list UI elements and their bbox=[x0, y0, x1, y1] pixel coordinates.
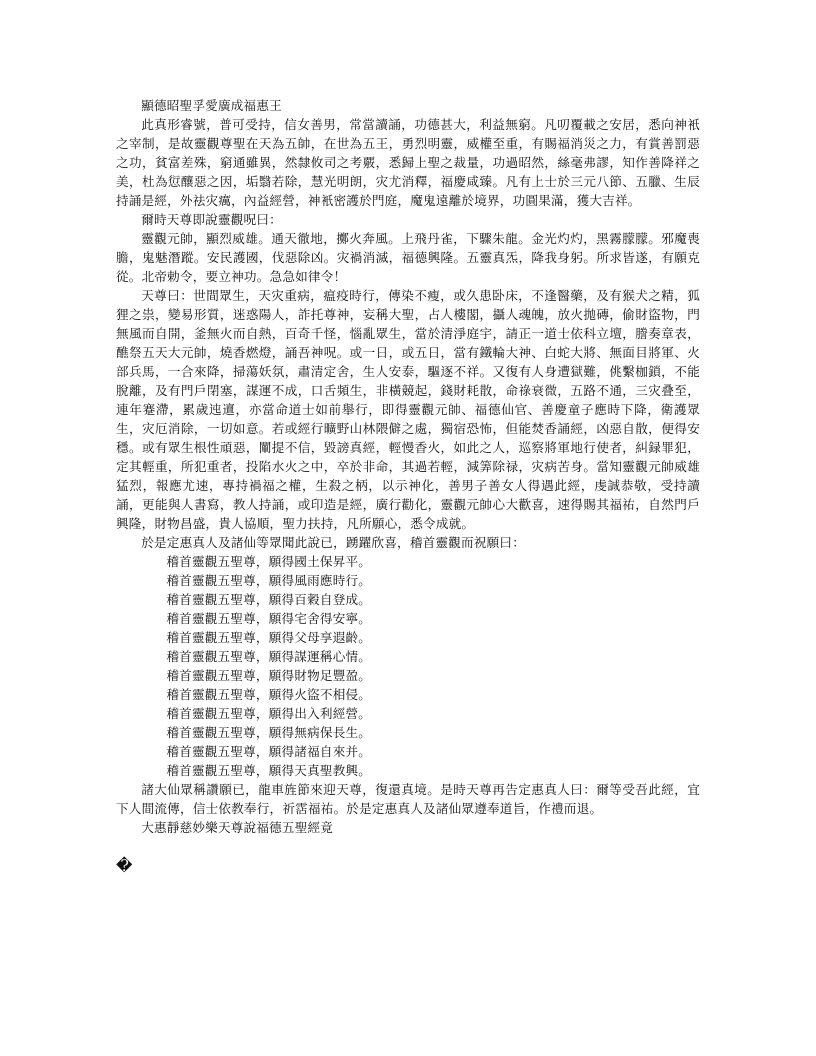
vow-line: 稽首靈觀五聖尊，願得諸福自來并。 bbox=[166, 744, 372, 759]
paragraph-vow-intro: 於是定惠真人及諸仙等眾聞此說已，踴躍欣喜，稽首靈觀而祝願曰： bbox=[141, 535, 525, 550]
paragraph-incantation-intro: 爾時天尊即說靈觀呪曰： bbox=[141, 212, 282, 227]
vow-line: 稽首靈觀五聖尊，願得宅舍得安寧。 bbox=[166, 611, 372, 626]
closing-line: 大惠靜慈妙樂天尊說福德五聖經竟 bbox=[141, 820, 334, 835]
incantation-text: 靈觀元帥，顯烈威雄。通天徹地，擲火奔風。上飛丹雀，下驟朱龍。金光灼灼，黑霧朦朦。邪魔喪膽，鬼魅潛蹤。安民護國，伐惡除凶。灾禍消滅，福德興隆。五靈真炁，降我身躬。所求皆遂，有願克從。北帝勅令，要立神功。急急如律令！ bbox=[116, 231, 700, 284]
vow-line: 稽首靈觀五聖尊，願得謀運稱心情。 bbox=[166, 649, 372, 664]
vow-line: 稽首靈觀五聖尊，願得天真聖教興。 bbox=[166, 763, 372, 778]
section-heading: 顯德昭聖孚愛廣成福惠王 bbox=[141, 98, 282, 113]
vow-line: 稽首靈觀五聖尊，願得父母享遐齡。 bbox=[166, 630, 372, 645]
paragraph-merit: 此真形睿號，普可受持，信女善男，常當讀誦，功德甚大，利益無窮。凡叨覆載之安居，悉向神衹之宰制，是故靈觀尊聖在天為五帥，在世為五王，勇烈明靈，威權至重，有賜福消災之力，有賞善罰惡之功，貧富差殊，窮通雖異，然隸攸司之考覈，悉歸上聖之裁量，功過昭然，絲毫弗謬，知作善降祥之美，杜為愆釀惡之因，垢翳若除，慧光明朗，灾尤消釋，福慶咸臻。凡有上士於三元八節、五臘、生辰持誦是經，外祛灾癘，內益經營，神衹密護於門庭，魔鬼遠離於境界，功圓果滿，獲大吉祥。 bbox=[116, 117, 700, 208]
vow-line: 稽首靈觀五聖尊，願得國土保昇平。 bbox=[166, 554, 372, 569]
vow-list bbox=[116, 552, 700, 780]
vow-line: 稽首靈觀五聖尊，願得百穀自登成。 bbox=[166, 592, 372, 607]
paragraph-conclusion: 諸大仙眾稱讚願已，龍車旌節來迎天尊，復還真境。是時天尊再告定惠真人曰：爾等受吾此經，宜下人間流傳，信士依教奉行，祈霑福祐。於是定惠真人及諸仙眾遵奉道旨，作禮而退。 bbox=[116, 782, 700, 816]
replacement-glyph: � bbox=[116, 856, 133, 875]
vow-line: 稽首靈觀五聖尊，願得財物足豐盈。 bbox=[166, 668, 372, 683]
vow-line: 稽首靈觀五聖尊，願得風雨應時行。 bbox=[166, 573, 372, 588]
vow-line: 稽首靈觀五聖尊，願得無病保長生。 bbox=[166, 725, 372, 740]
vow-line: 稽首靈觀五聖尊，願得火盜不相侵。 bbox=[166, 687, 372, 702]
vow-line: 稽首靈觀五聖尊，願得出入利經營。 bbox=[166, 706, 372, 721]
scripture-text bbox=[116, 96, 700, 837]
paragraph-teaching: 天尊曰：世間眾生，天灾重病，瘟疫時行，傳染不瘦，或久患卧床，不逢醫藥，及有猴犬之精，狐狸之祟，變易形質，迷惑陽人，詐托尊神，妄稱大聖，占人樓閣，攝人魂魄，放火拋磚，偷財盜物，門無風而自開，釜無火而自熱，百奇千怪，惱亂眾生，當於清淨庭宇，請正一道士依科立壇，謄奏章表，醮祭五天大元帥，燒香燃燈，誦吾神呪。或一日，或五日，當有鐵輪大神、白蛇大將、無面目將軍、火部兵馬，一合來降，掃蕩妖氛，肅清定舍，生人安泰，驅逐不祥。又復有人身遭獄難，佻繫枷鎖，不能脫離，及有門戶閉塞，謀運不成，口舌頻生，非橫競起，錢財耗散，命祿衰微，五路不通，三灾叠至，連年蹇滯，累歲迍邅，亦當命道士如前舉行，即得靈觀元帥、福德仙官、善慶童子應時下降，衛護眾生，灾厄消除，一切如意。若或經行曠野山林隈僻之處，獨宿恐怖，但能焚香誦經，凶惡自散，便得安穩。或有眾生根性頑惡，闡提不信，毀謗真經，輕慢香火，如此之人，巡察將軍地行使者，糾録罪犯，定其輕重，所犯重者，投陷水火之中，卒於非命，其過若輕，減筭除禄，灾病苦身。當知靈觀元帥威雄猛烈，報應尤速，專持禍福之權，生殺之柄，以示神化，善男子善女人得遇此經，虔誠恭敬，受持讀誦，更能與人書寫，教人持誦，或印造是經，廣行勸化，靈觀元帥心大歡喜，速得賜其福祐，自然門戶興隆，財物昌盛，貴人協順，聖力扶持，凡所願心，悉令成就。 bbox=[116, 288, 700, 531]
